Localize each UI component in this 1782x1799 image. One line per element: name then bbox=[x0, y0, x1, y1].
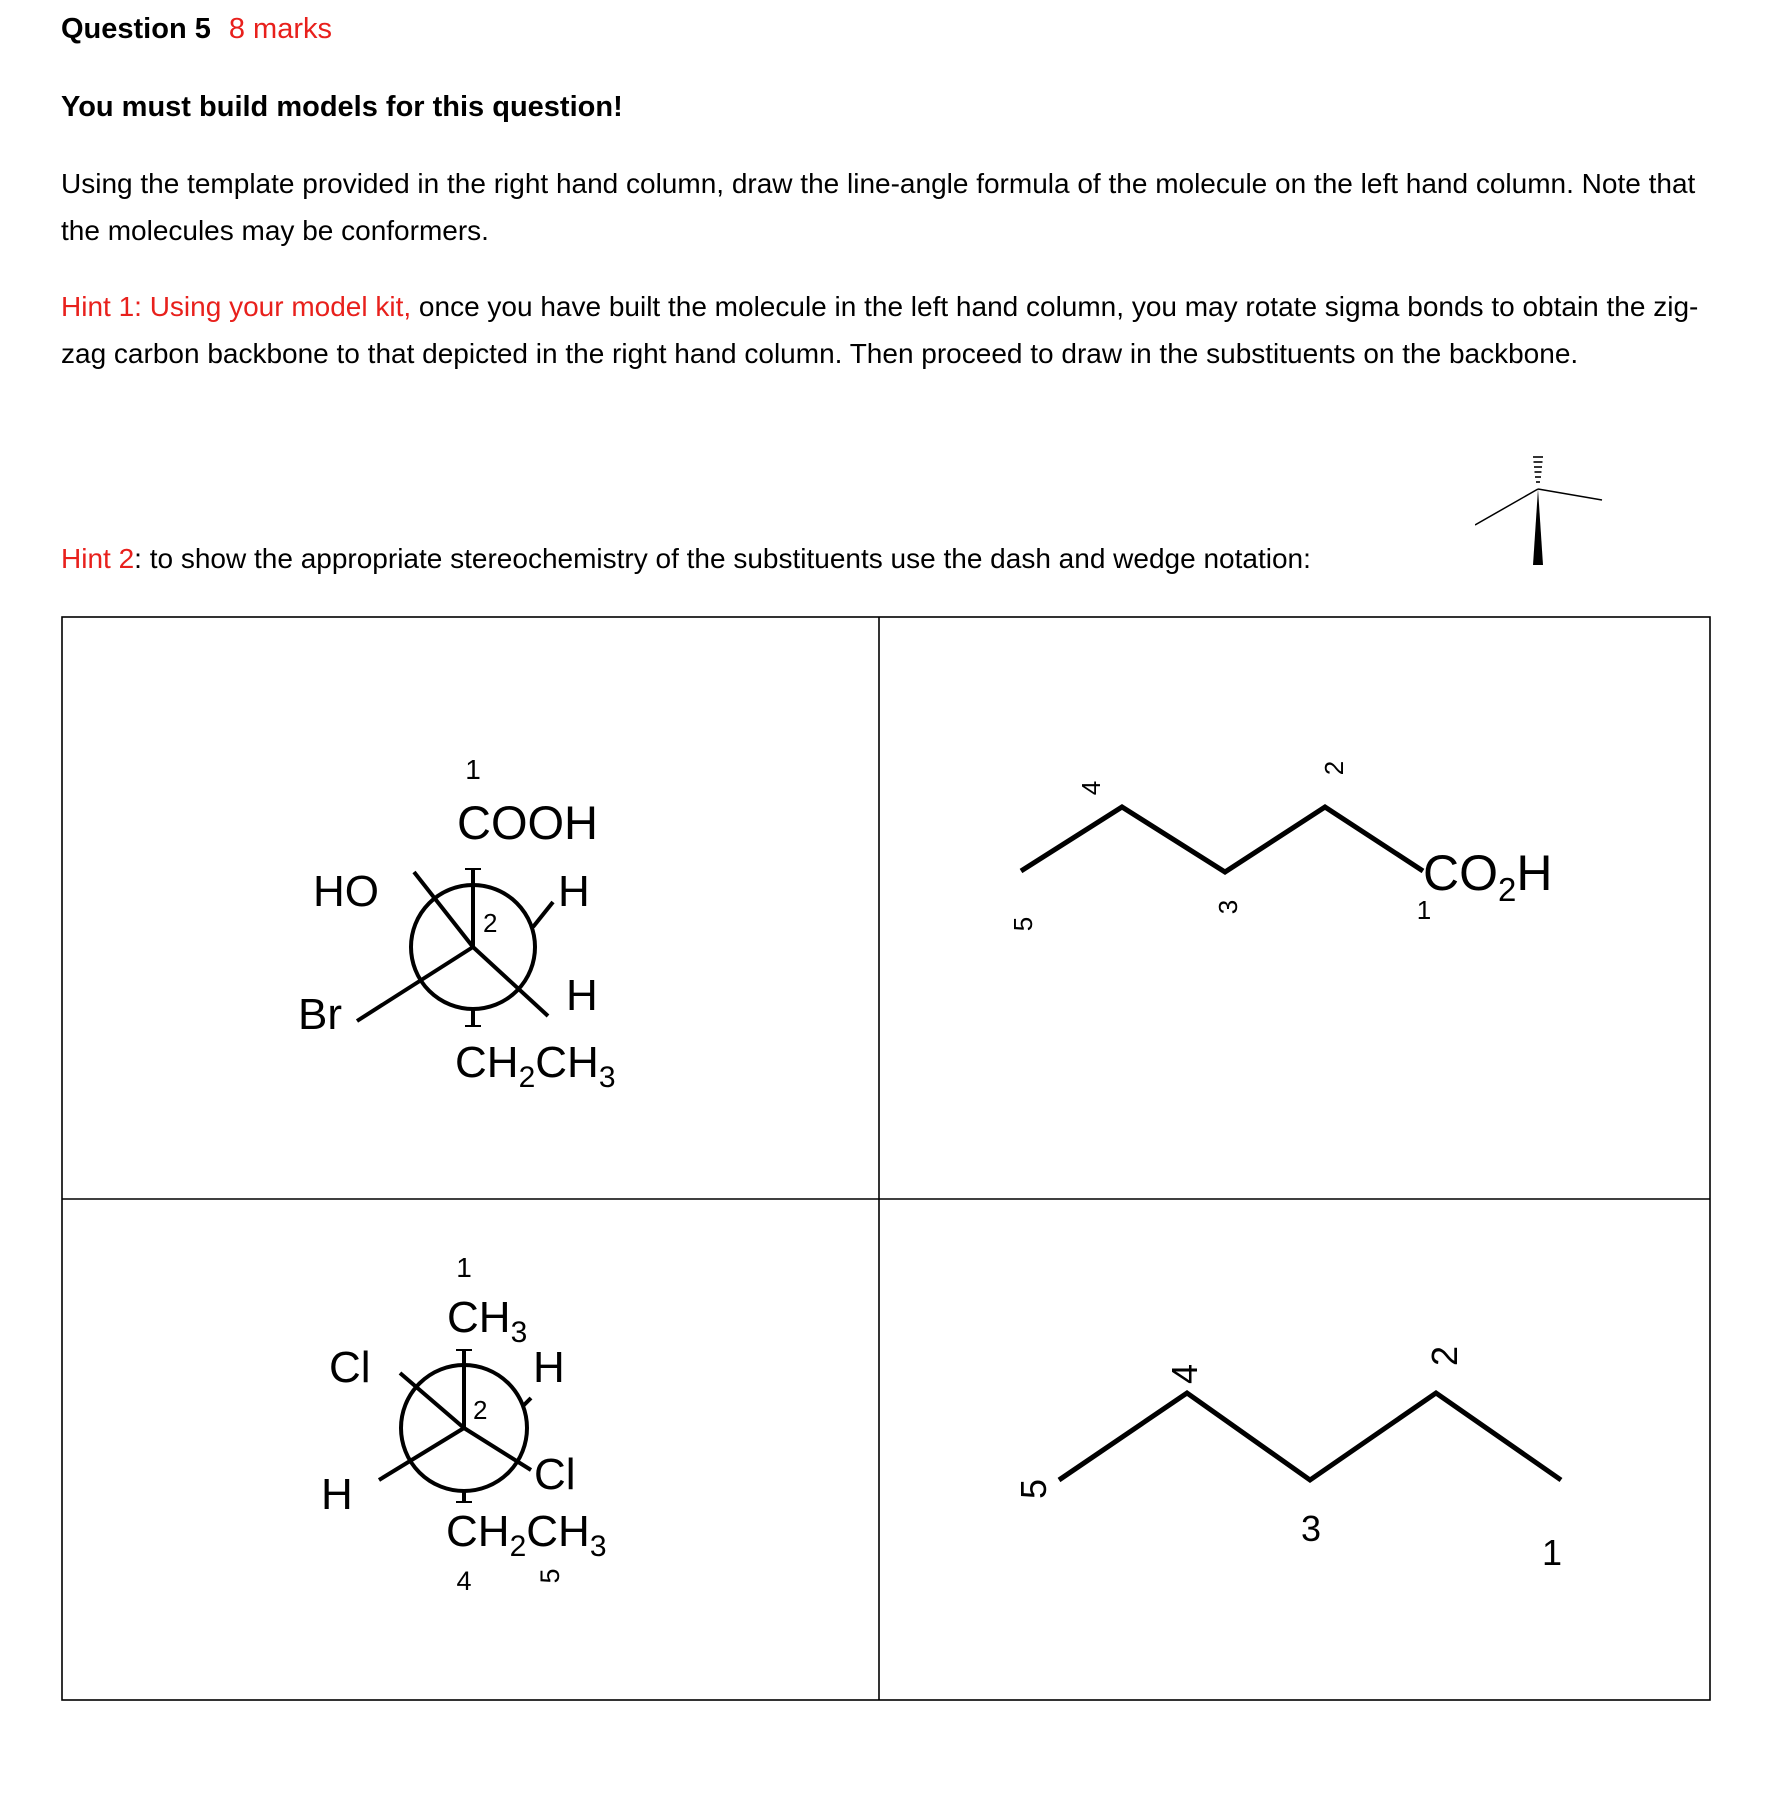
newman-1-front-top-group: COOH bbox=[457, 796, 598, 849]
newman-2-back-left-group: H bbox=[321, 1470, 353, 1519]
zigzag-1-carboxyl-group: $CO_2H$ bbox=[1423, 845, 1553, 908]
zigzag-2-backbone bbox=[1059, 1393, 1561, 1480]
instruction-bold: You must build models for this question! bbox=[61, 91, 623, 123]
zigzag-2-c4-number: 4 bbox=[1164, 1363, 1205, 1385]
newman-1-back-left-group: Br bbox=[298, 990, 342, 1039]
newman-2-top-group: $CH_3$ bbox=[447, 1293, 528, 1349]
newman-1-bottom-group: $CH_2CH_3$ bbox=[455, 1038, 616, 1094]
newman-2-bottom-group: $CH_2CH_3$ bbox=[446, 1507, 607, 1563]
newman-1-front-left-group: HO bbox=[313, 867, 379, 916]
newman-2-carbon-number: 2 bbox=[473, 1395, 488, 1425]
hint-1-label: Hint 1: Using your model kit, bbox=[61, 291, 412, 322]
newman-projection-1 bbox=[298, 754, 616, 1094]
grid-border bbox=[62, 617, 1710, 1700]
zigzag-1-c4-number: 4 bbox=[1076, 780, 1106, 796]
zigzag-2-c3-number: 3 bbox=[1300, 1508, 1322, 1549]
newman-1-back-right-group: H bbox=[566, 971, 598, 1020]
newman-1-carbon-number: 2 bbox=[483, 908, 498, 938]
hint-2 bbox=[61, 535, 1481, 582]
instruction-paragraph: Using the template provided in the right hand column, draw the line-angle formula of the molecule on the left hand column. Note that the molecules may be conformers. bbox=[61, 168, 1696, 246]
zigzag-2-c5-number: 5 bbox=[1013, 1478, 1054, 1500]
zigzag-2-c2-number: 2 bbox=[1424, 1345, 1465, 1367]
newman-1-c1-number: 1 bbox=[465, 754, 481, 785]
template-grid bbox=[61, 616, 1711, 1701]
zigzag-2-c1-number: 1 bbox=[1541, 1532, 1563, 1573]
zigzag-template-1 bbox=[1008, 761, 1552, 931]
hint-2-text: : to show the appropriate stereochemistry of the substituents use the dash and wedge notation: bbox=[134, 543, 1311, 574]
newman-2-back-right-group: Cl bbox=[534, 1450, 576, 1499]
zigzag-template-2 bbox=[1013, 1346, 1562, 1573]
hint-2-label: Hint 2 bbox=[61, 543, 135, 574]
hint-1 bbox=[61, 283, 1741, 377]
question-marks: 8 marks bbox=[228, 13, 332, 45]
zigzag-1-c2-number: 2 bbox=[1319, 760, 1349, 776]
zigzag-1-c1-number: 1 bbox=[1416, 895, 1432, 925]
newman-1-front-right-group: H bbox=[558, 867, 590, 916]
newman-projection-2 bbox=[321, 1252, 607, 1596]
zigzag-1-c5-number: 5 bbox=[1008, 916, 1038, 932]
hint-1-text: once you have built the molecule in the left hand column, you may rotate sigma bonds to obtain the zig-zag carbon backbone to that depicted in the right hand column. Then proceed to draw in the substituents on the backbone. bbox=[61, 291, 1699, 369]
zigzag-1-c3-number: 3 bbox=[1213, 899, 1243, 915]
dash-wedge-icon bbox=[1475, 453, 1615, 573]
question-title: Question 5 bbox=[61, 13, 211, 45]
newman-2-c1-number: 1 bbox=[456, 1252, 472, 1283]
question-heading bbox=[61, 6, 332, 53]
zigzag-1-backbone bbox=[1021, 807, 1423, 872]
newman-2-c4-number: 4 bbox=[456, 1566, 472, 1596]
newman-2-front-right-group: H bbox=[533, 1343, 565, 1392]
newman-2-front-left-group: Cl bbox=[329, 1343, 371, 1392]
newman-2-c5-number: 5 bbox=[535, 1568, 565, 1584]
